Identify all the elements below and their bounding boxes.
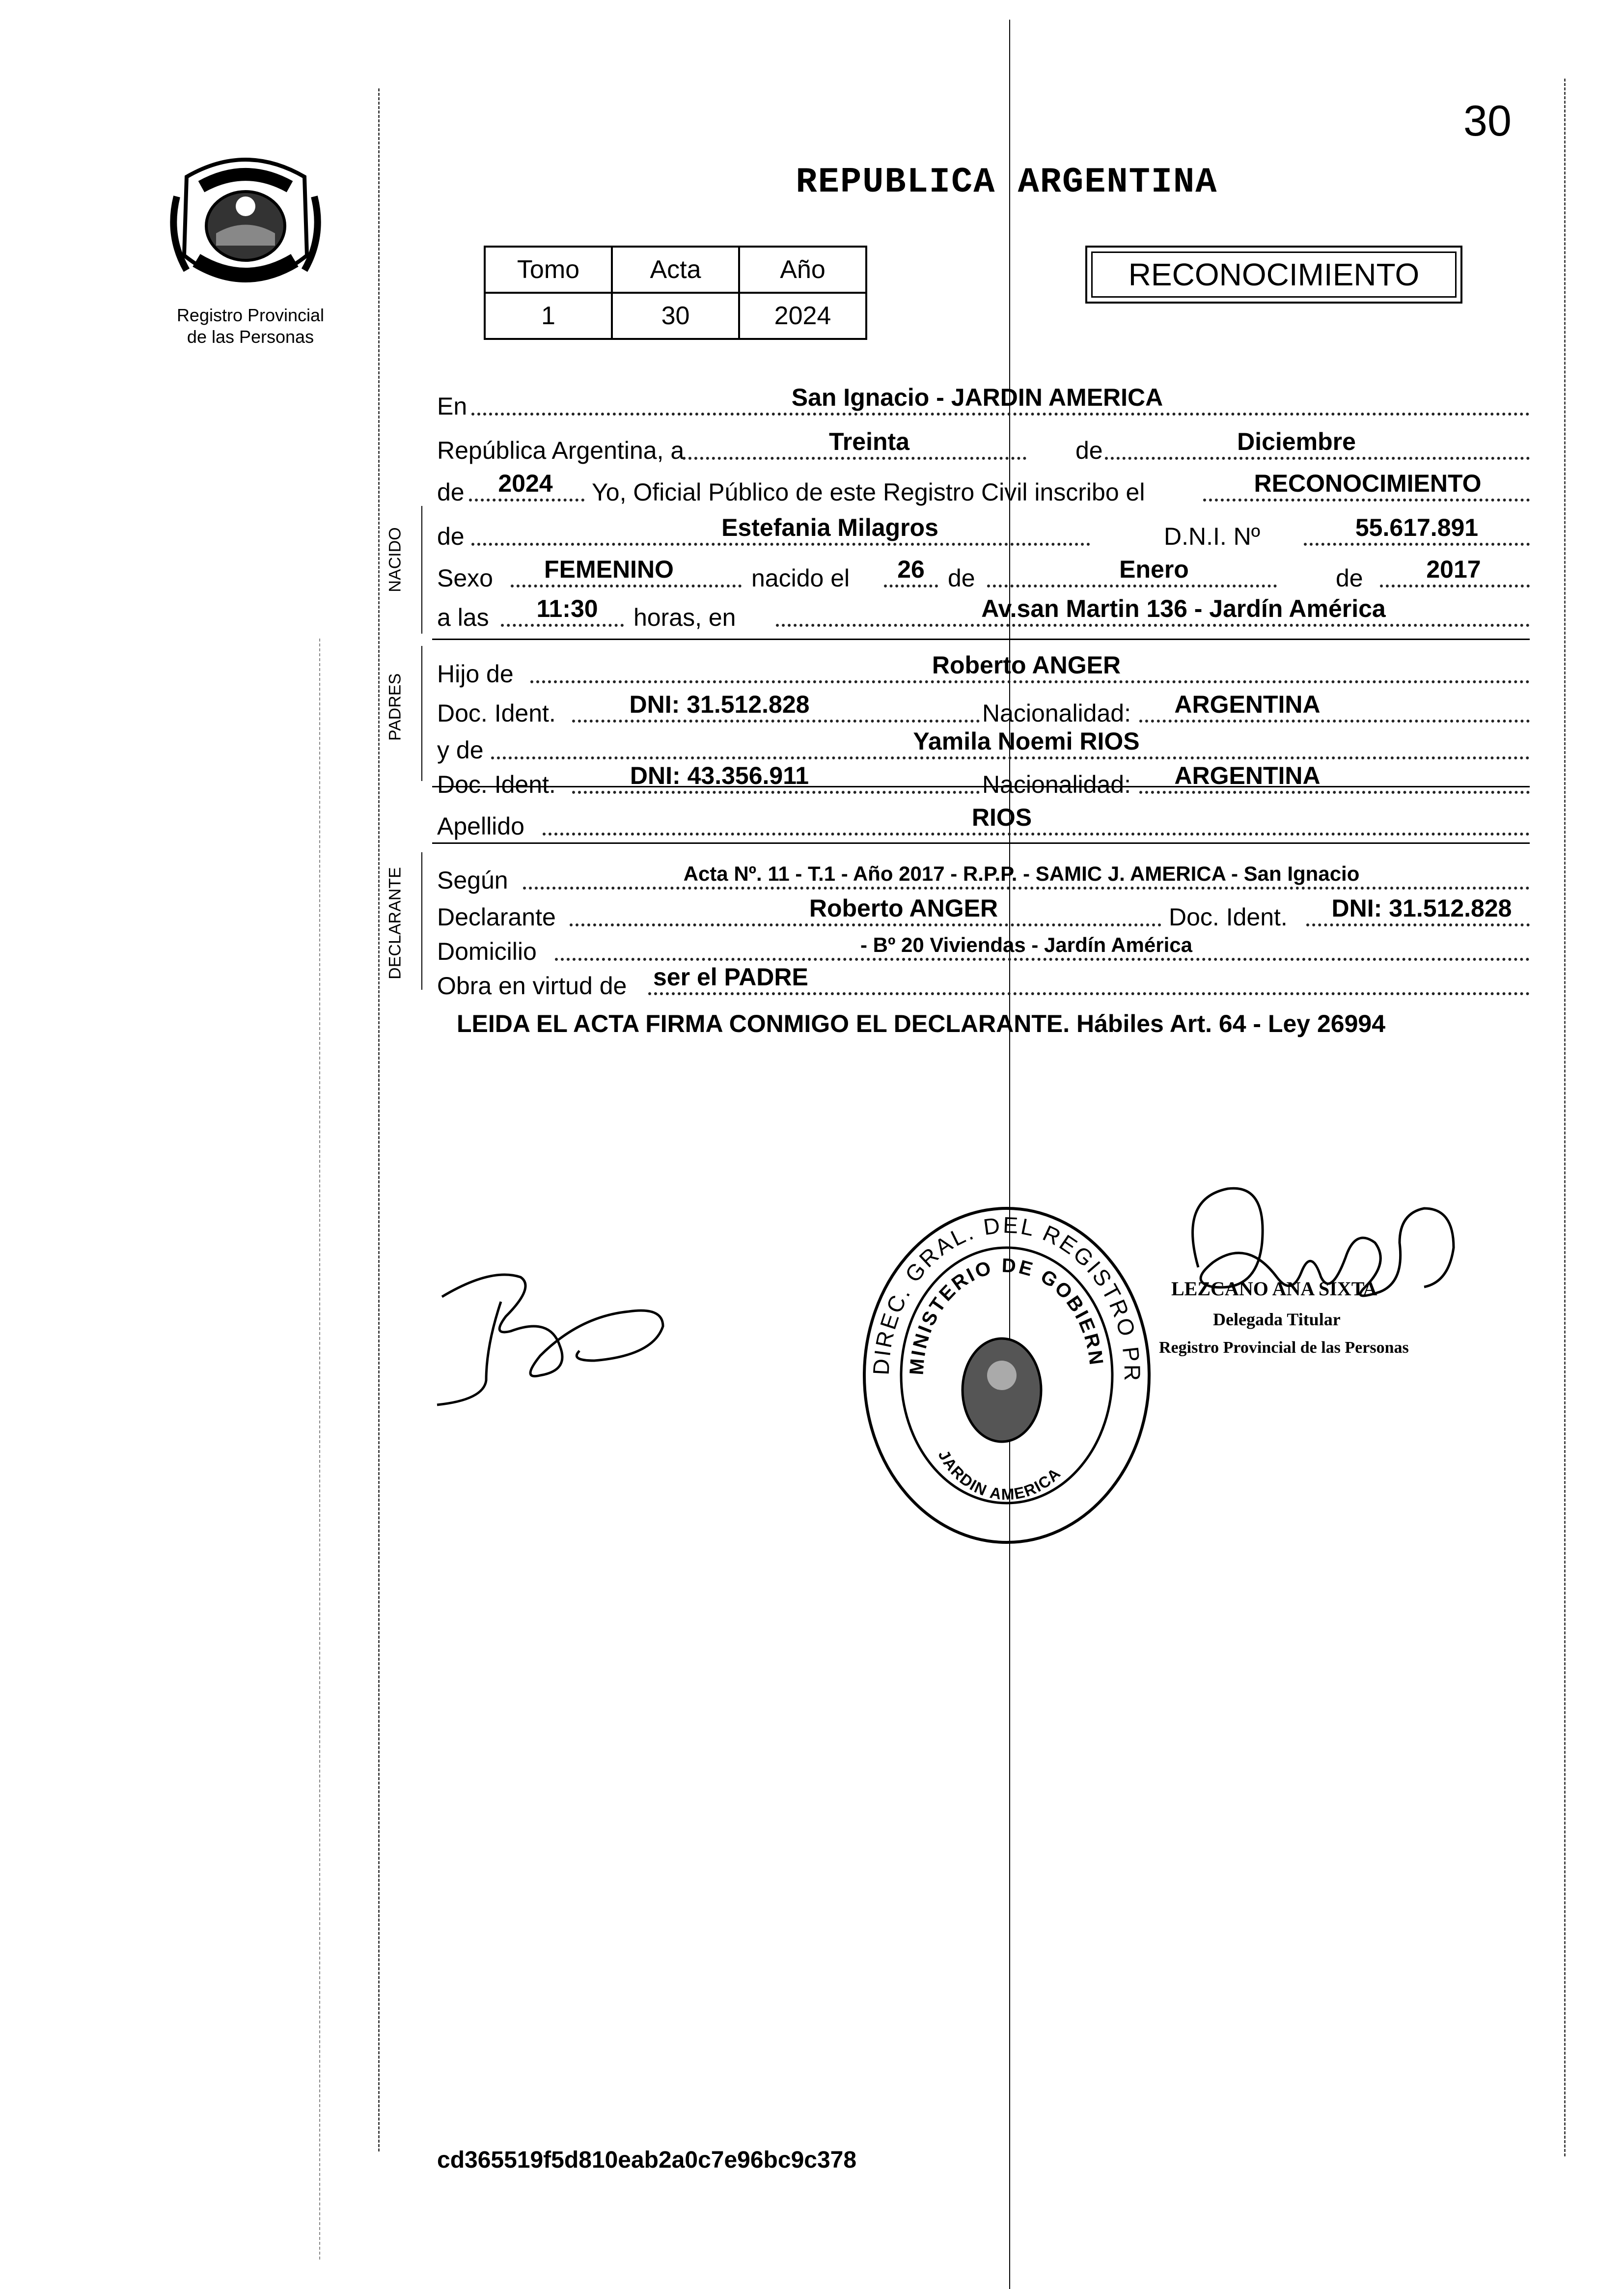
value-apellido: RIOS	[971, 804, 1032, 831]
nacido-section-bar	[421, 506, 422, 634]
label-father-doc: Doc. Ident.	[437, 699, 556, 727]
provincia-de-misiones-coat-of-arms-icon	[167, 147, 324, 314]
declarant-signature-icon	[432, 1257, 688, 1415]
label-horas-en: horas, en	[633, 604, 736, 631]
label-apellido: Apellido	[437, 812, 524, 840]
seal-bottom-text: JARDIN AMERICA	[935, 1447, 1065, 1504]
right-margin-line	[1564, 79, 1566, 2156]
logo-caption-line2: de las Personas	[187, 327, 314, 347]
logo-caption-line1: Registro Provincial	[176, 305, 325, 325]
value-obra: ser el PADRE	[653, 963, 808, 991]
official-round-seal-icon	[854, 1199, 1159, 1552]
tomo-header: Tomo	[485, 247, 612, 293]
row-obra	[437, 958, 1530, 1002]
value-domicilio: - Bº 20 Viviendas - Jardín América	[860, 933, 1192, 956]
label-republica: República Argentina, a	[437, 437, 685, 464]
value-day: Treinta	[829, 428, 909, 455]
label-y-de: y de	[437, 736, 484, 764]
label-obra: Obra en virtud de	[437, 972, 627, 1000]
value-birth-month: Enero	[1119, 556, 1189, 583]
value-mother-doc: DNI: 43.356.911	[630, 762, 809, 789]
nacido-section-label: NACIDO	[385, 527, 405, 592]
value-inscribed: RECONOCIMIENTO	[1254, 470, 1482, 497]
tomo-value: 1	[485, 293, 612, 339]
outer-left-tick-line	[319, 639, 320, 2260]
seal-inner-text: MINISTERIO DE GOBIERN	[906, 1255, 1107, 1376]
padres-bottom-rule	[432, 786, 1530, 787]
label-father-nationality: Nacionalidad:	[982, 699, 1131, 727]
seal-outer-text: DIREC. GRAL. DEL REGISTRO PR	[868, 1212, 1146, 1383]
value-child-name: Estefania Milagros	[721, 514, 938, 541]
footer-note: LEIDA EL ACTA FIRMA CONMIGO EL DECLARANTE. Hábiles Art. 64 - Ley 26994	[457, 1010, 1386, 1037]
official-stamp-office: Registro Provincial de las Personas	[1159, 1339, 1409, 1357]
label-mother-doc: Doc. Ident.	[437, 771, 556, 798]
value-sexo: FEMENINO	[544, 556, 674, 583]
tomo-acta-ano-table	[484, 246, 867, 340]
fold-line	[1009, 20, 1010, 2289]
value-year: 2024	[498, 470, 553, 497]
document-hash: cd365519f5d810eab2a0c7e96bc9c378	[437, 2147, 857, 2173]
label-de: de	[1075, 437, 1103, 464]
row-officer	[437, 464, 1530, 508]
value-mother-nationality: ARGENTINA	[1174, 762, 1321, 789]
value-child-dni: 55.617.891	[1355, 514, 1479, 541]
row-republica	[437, 422, 1530, 467]
left-margin-line	[378, 88, 380, 2151]
value-birth-place: Av.san Martin 136 - Jardín América	[981, 595, 1386, 622]
label-domicilio: Domicilio	[437, 938, 537, 965]
value-birth-day: 26	[897, 556, 925, 583]
act-type-box: RECONOCIMIENTO	[1085, 246, 1462, 304]
page-number: 30	[1463, 96, 1512, 145]
value-segun: Acta Nº. 11 - T.1 - Año 2017 - R.P.P. - SAMIC J. AMERICA - San Ignacio	[683, 862, 1360, 885]
official-stamp-role: Delegada Titular	[1213, 1310, 1341, 1329]
label-de-2: de	[948, 564, 975, 592]
row-mother-doc	[437, 756, 1530, 801]
row-en	[437, 378, 1530, 422]
tomo-table-header-row	[485, 247, 866, 293]
row-a-las	[437, 589, 1530, 634]
label-nacido-de: de	[437, 523, 465, 550]
nacido-bottom-rule	[432, 639, 1530, 640]
logo-caption	[147, 305, 354, 348]
label-segun: Según	[437, 866, 508, 894]
row-sexo	[437, 550, 1530, 594]
country-title: REPUBLICA ARGENTINA	[796, 162, 1218, 202]
label-sexo: Sexo	[437, 564, 493, 592]
row-hijo-de	[437, 646, 1530, 690]
label-nacido-el: nacido el	[751, 564, 850, 592]
tomo-table-value-row	[485, 293, 866, 339]
declarante-section-label: DECLARANTE	[385, 867, 405, 979]
row-apellido	[437, 798, 1530, 842]
label-en: En	[437, 392, 468, 420]
acta-header: Acta	[612, 247, 739, 293]
value-month: Diciembre	[1237, 428, 1356, 455]
padres-section-label: PADRES	[385, 673, 405, 741]
label-year-de: de	[437, 478, 465, 506]
value-place: San Ignacio - JARDIN AMERICA	[791, 384, 1163, 411]
official-stamp-name: LEZCANO ANA SIXTA	[1171, 1278, 1377, 1300]
value-father-doc: DNI: 31.512.828	[629, 691, 810, 718]
officer-text: Yo, Oficial Público de este Registro Civil inscribo el	[592, 478, 1145, 506]
label-mother-nationality: Nacionalidad:	[982, 771, 1131, 798]
declarante-section-bar	[421, 852, 422, 990]
ano-value: 2024	[739, 293, 866, 339]
value-declarante-doc: DNI: 31.512.828	[1331, 894, 1512, 922]
value-declarante-name: Roberto ANGER	[809, 894, 998, 922]
value-birth-year: 2017	[1426, 556, 1481, 583]
label-hijo-de: Hijo de	[437, 660, 514, 688]
label-dni: D.N.I. Nº	[1164, 523, 1261, 550]
label-de-3: de	[1336, 564, 1363, 592]
value-birth-time: 11:30	[536, 595, 598, 622]
row-nacido-name	[437, 508, 1530, 553]
label-declarante-doc: Doc. Ident.	[1169, 903, 1288, 931]
value-father-nationality: ARGENTINA	[1174, 691, 1321, 718]
label-a-las: a las	[437, 604, 489, 631]
value-father: Roberto ANGER	[932, 651, 1121, 679]
value-mother: Yamila Noemi RIOS	[913, 727, 1140, 755]
ano-header: Año	[739, 247, 866, 293]
padres-section-bar	[421, 646, 422, 781]
acta-value: 30	[612, 293, 739, 339]
label-declarante: Declarante	[437, 903, 556, 931]
apellido-bottom-rule	[432, 842, 1530, 844]
